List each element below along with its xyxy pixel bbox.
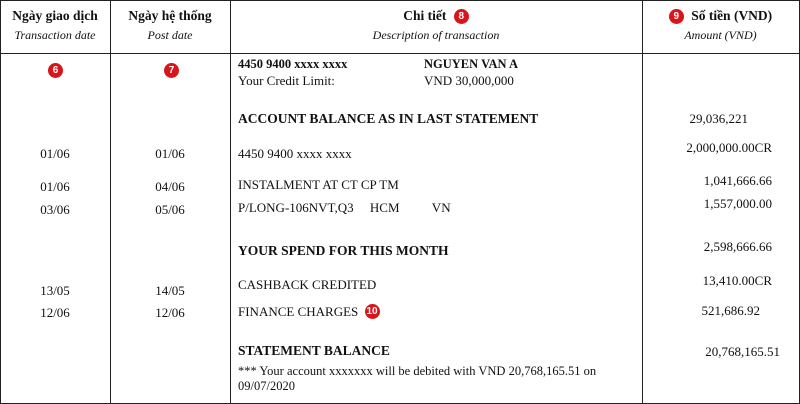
column-subtitle: Amount (VND) [684, 28, 757, 43]
row-amount: 2,000,000.00CR [686, 140, 772, 155]
column-divider-3 [642, 0, 643, 404]
row-transaction-date: 01/06 [40, 146, 70, 161]
card-number: 4450 9400 xxxx xxxx [238, 57, 348, 71]
row-amount: 20,768,165.51 [705, 344, 780, 359]
row-post-date: 14/05 [155, 283, 185, 298]
column-divider-2 [230, 0, 231, 404]
row-description: STATEMENT BALANCE [238, 343, 390, 358]
row-amount: 1,557,000.00 [703, 196, 772, 211]
column-title-row [642, 8, 799, 24]
row-transaction-date: 12/06 [40, 305, 70, 320]
marker-badge: 8 [454, 9, 469, 24]
row-description: P/LONG-106NVT,Q3 HCM VN [238, 200, 451, 215]
header-amount [642, 8, 799, 43]
column-title: Ngày giao dịch [12, 8, 98, 23]
row-post-date: 04/06 [155, 179, 185, 194]
row-transaction-date: 01/06 [40, 179, 70, 194]
debit-note: *** Your account xxxxxxx will be debited with VND 20,768,165.51 on 09/07/2020 [238, 364, 597, 393]
row-transaction-date: 03/06 [40, 202, 70, 217]
marker-badge: 9 [669, 9, 684, 24]
row-amount: 13,410.00CR [702, 273, 772, 288]
credit-limit-value: VND 30,000,000 [424, 73, 514, 88]
header-transaction-date [0, 8, 110, 43]
column-subtitle: Post date [147, 28, 193, 42]
header-post-date [110, 8, 230, 43]
row-description: FINANCE CHARGES [238, 304, 359, 319]
column-title-row [230, 8, 642, 24]
row-post-date: 12/06 [155, 305, 185, 320]
row-description: YOUR SPEND FOR THIS MONTH [238, 243, 449, 258]
credit-limit-label: Your Credit Limit: [238, 73, 335, 88]
row-amount: 29,036,221 [689, 111, 748, 126]
column-subtitle: Description of transaction [372, 28, 500, 43]
marker-badge-post-date: 7 [164, 63, 179, 78]
marker-badge-transaction-date: 6 [48, 63, 63, 78]
row-amount: 2,598,666.66 [703, 239, 772, 254]
cardholder-name: NGUYEN VAN A [424, 57, 519, 71]
header-description [230, 8, 642, 43]
marker-badge: 10 [366, 306, 378, 318]
column-title: Ngày hệ thống [128, 8, 212, 23]
row-description: 4450 9400 xxxx xxxx [238, 146, 352, 161]
row-description-wrap [238, 304, 380, 320]
top-border [0, 0, 800, 1]
row-transaction-date: 13/05 [40, 283, 70, 298]
column-title: Số tiền (VND) [691, 8, 773, 23]
row-description: INSTALMENT AT CT CP TM [238, 177, 399, 192]
header-divider [0, 53, 800, 54]
column-title: Chi tiết [403, 8, 447, 23]
row-amount: 1,041,666.66 [703, 173, 772, 188]
row-post-date: 05/06 [155, 202, 185, 217]
row-amount: 521,686.92 [701, 303, 760, 318]
column-subtitle: Transaction date [14, 28, 96, 42]
row-description: ACCOUNT BALANCE AS IN LAST STATEMENT [238, 111, 539, 126]
row-post-date: 01/06 [155, 146, 185, 161]
row-description: CASHBACK CREDITED [238, 277, 377, 292]
